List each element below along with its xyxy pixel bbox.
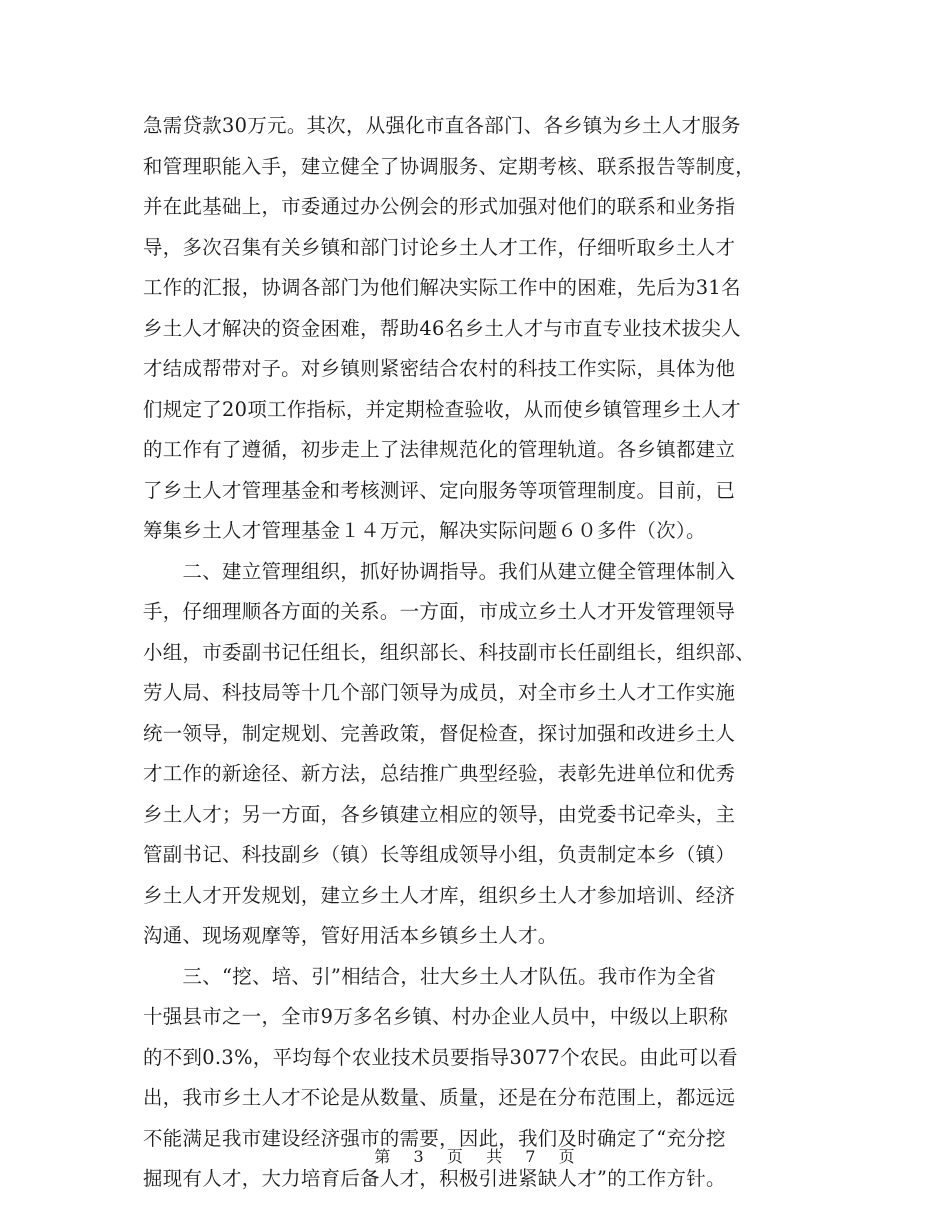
text-line: 才结成帮带对子。对乡镇则紧密结合农村的科技工作实际，具体为他 bbox=[143, 357, 736, 380]
text-line: 乡土人才解决的资金困难，帮助46名乡土人才与市直专业技术拔尖人 bbox=[143, 316, 741, 340]
text-line: 手，仔细理顺各方面的关系。一方面，市成立乡土人才开发管理领导 bbox=[143, 600, 736, 623]
text-line: 的工作有了遵循，初步走上了法律规范化的管理轨道。各乡镇都建立 bbox=[143, 438, 736, 461]
text-line: 的不到0.3%，平均每个农业技术员要指导3077个农民。由此可以看 bbox=[143, 1045, 738, 1069]
text-line: 并在此基础上，市委通过办公例会的形式加强对他们的联系和业务指 bbox=[143, 195, 736, 218]
text-line: 十强县市之一，全市9万多名乡镇、村办企业人员中，中级以上职称 bbox=[143, 1005, 729, 1028]
text-line: 工作的汇报，协调各部门为他们解决实际工作中的困难，先后为31名 bbox=[143, 276, 741, 299]
text-line: 了乡土人才管理基金和考核测评、定向服务等项管理制度。目前，已 bbox=[143, 478, 736, 502]
current-page-number: 3 bbox=[413, 1147, 425, 1166]
text-line: 小组，市委副书记任组长，组织部长、科技副市长任副组长，组织部、 bbox=[143, 640, 755, 664]
text-line: 和管理职能入手，建立健全了协调服务、定期考核、联系报告等制度， bbox=[143, 154, 755, 178]
text-line: 们规定了20项工作指标，并定期检查验收，从而使乡镇管理乡土人才 bbox=[143, 397, 741, 421]
total-label: 共 bbox=[486, 1147, 504, 1166]
text-line: 统一领导，制定规划、完善政策，督促检查，探讨加强和改进乡土人 bbox=[143, 721, 736, 745]
text-line: 导，多次召集有关乡镇和部门讨论乡土人才工作，仔细听取乡土人才 bbox=[143, 235, 736, 259]
text-line: 乡土人才开发规划，建立乡土人才库，组织乡土人才参加培训、经济 bbox=[143, 883, 736, 907]
paragraph-heading-line: 三、“挖、培、引”相结合，壮大乡土人才队伍。我市作为全省 bbox=[143, 964, 717, 988]
text-line: 劳人局、科技局等十几个部门领导为成员，对全市乡土人才工作实施 bbox=[143, 681, 736, 704]
total-page-count: 7 bbox=[525, 1147, 537, 1166]
text-line: 管副书记、科技副乡（镇）长等组成领导小组，负责制定本乡（镇） bbox=[143, 843, 736, 866]
text-line: 筹集乡土人才管理基金１４万元，解决实际问题６０多件（次）。 bbox=[143, 519, 706, 542]
text-line: 乡土人才；另一方面，各乡镇建立相应的领导，由党委书记牵头，主 bbox=[143, 802, 736, 826]
text-line: 掘现有人才，大力培育后备人才，积极引进紧缺人才”的工作方针。 bbox=[143, 1167, 726, 1190]
text-line: 出，我市乡土人才不论是从数量、质量，还是在分布范围上，都远远 bbox=[143, 1086, 736, 1109]
page-label-prefix: 第 bbox=[374, 1147, 392, 1166]
text-line: 才工作的新途径、新方法，总结推广典型经验，表彰先进单位和优秀 bbox=[143, 762, 736, 785]
text-line: 沟通、现场观摩等，管好用活本乡镇乡土人才。 bbox=[143, 924, 558, 947]
text-line: 急需贷款30万元。其次，从强化市直各部门、各乡镇为乡土人才服务 bbox=[143, 114, 741, 137]
page-label-suffix: 页 bbox=[558, 1147, 576, 1166]
text-line: 不能满足我市建设经济强市的需要，因此，我们及时确定了“充分挖 bbox=[143, 1126, 726, 1150]
page-footer bbox=[0, 1144, 950, 1167]
page-label-mid: 页 bbox=[446, 1147, 464, 1166]
paragraph-heading-line: 二、建立管理组织，抓好协调指导。我们从建立健全管理体制入 bbox=[143, 559, 736, 583]
document-body bbox=[143, 106, 809, 1200]
